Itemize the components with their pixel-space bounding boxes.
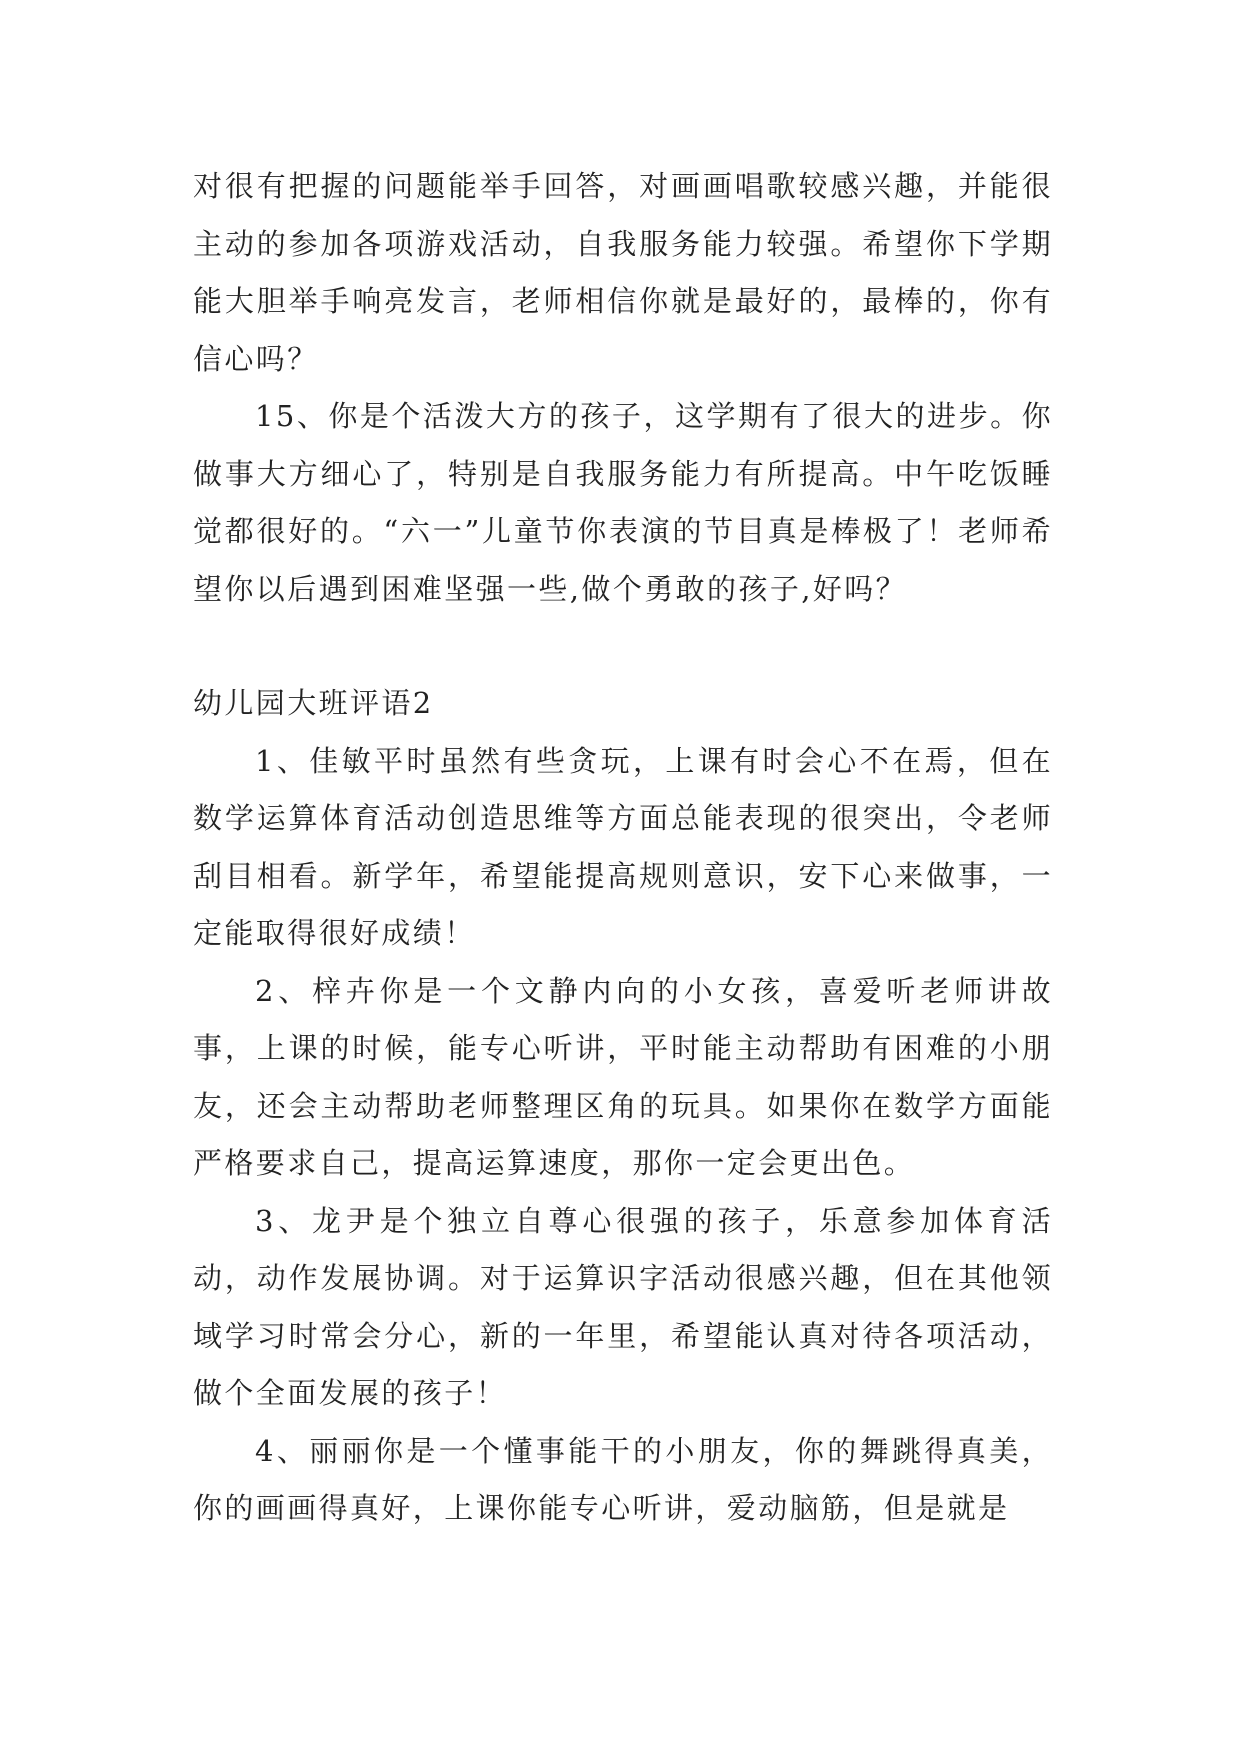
list-item: 2、梓卉你是一个文静内向的小女孩，喜爱听老师讲故事，上课的时候，能专心听讲，平时能主动帮助有困难的小朋友，还会主动帮助老师整理区角的玩具。如果你在数学方面能严格要求自己，提高运算速度，那你一定会更出色。	[193, 973, 1053, 1180]
list-item: 3、龙尹是个独立自尊心很强的孩子，乐意参加体育活动，动作发展协调。对于运算识字活动很感兴趣，但在其他领域学习时常会分心，新的一年里，希望能认真对待各项活动，做个全面发展的孩子！	[193, 1203, 1053, 1410]
list-item: 1、佳敏平时虽然有些贪玩，上课有时会心不在焉，但在数学运算体育活动创造思维等方面总能表现的很突出，令老师刮目相看。新学年，希望能提高规则意识，安下心来做事，一定能取得很好成绩！	[193, 743, 1053, 950]
section-title: 幼儿园大班评语2	[193, 686, 434, 720]
document-body	[193, 158, 1053, 1538]
continued-paragraph: 对很有把握的问题能举手回答，对画画唱歌较感兴趣，并能很主动的参加各项游戏活动，自我服务能力较强。希望你下学期能大胆举手响亮发言，老师相信你就是最好的，最棒的，你有信心吗？	[193, 169, 1053, 376]
paragraph-15: 15、你是个活泼大方的孩子，这学期有了很大的进步。你做事大方细心了，特别是自我服务能力有所提高。中午吃饭睡觉都很好的。“六一”儿童节你表演的节目真是棒极了！老师希望你以后遇到困难坚强一些,做个勇敢的孩子,好吗？	[193, 399, 1053, 606]
list-item: 4、丽丽你是一个懂事能干的小朋友，你的舞跳得真美，你的画画得真好，上课你能专心听讲，爱动脑筋，但是就是	[193, 1433, 1053, 1525]
